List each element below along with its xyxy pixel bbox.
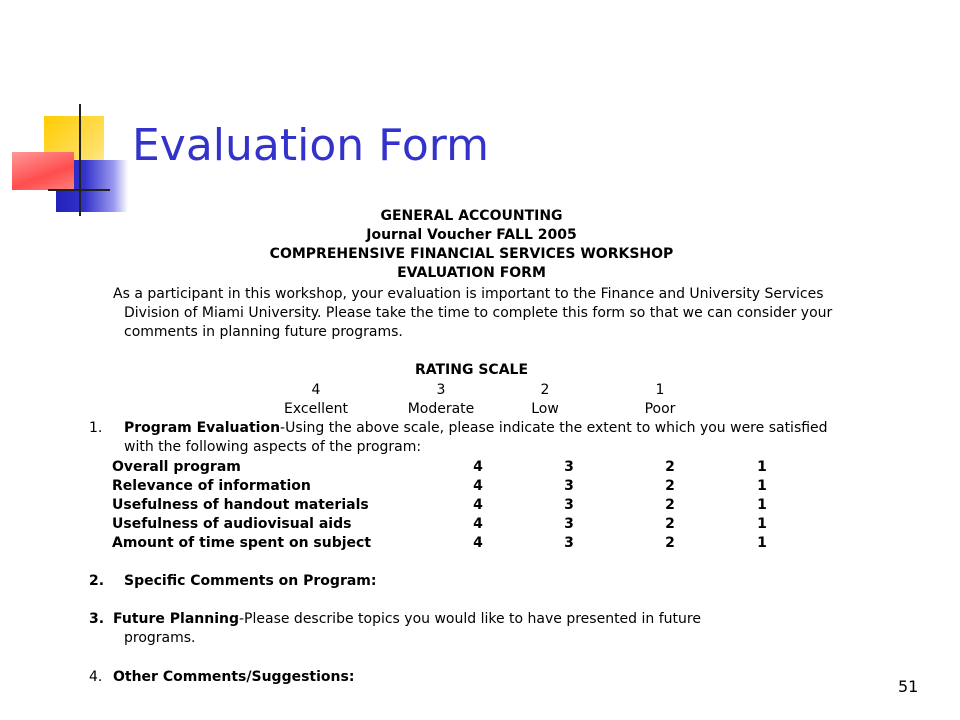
q1-item-score: 1: [757, 478, 767, 494]
intro-line-1: As a participant in this workshop, your evaluation is important to the Finance and University Services: [113, 286, 824, 302]
q1-item-score: 4: [473, 459, 483, 475]
rating-label-low: Low: [531, 401, 559, 417]
q3-text: [113, 610, 701, 629]
q1-item-score: 1: [757, 497, 767, 513]
page-number: 51: [898, 677, 919, 696]
q1-title: Program Evaluation: [124, 420, 281, 436]
intro-line-3: comments in planning future programs.: [124, 324, 403, 340]
rating-value-4: 4: [311, 382, 321, 398]
rating-label-poor: Poor: [644, 401, 676, 417]
q1-item-score: 3: [564, 535, 574, 551]
q2-number: 2.: [89, 573, 105, 589]
slide-title: Evaluation Form: [132, 120, 489, 171]
intro-line-2: Division of Miami University. Please take the time to complete this form so that we can consider your: [124, 305, 833, 321]
rating-label-excellent: Excellent: [284, 401, 348, 417]
q1-item-label: Usefulness of audiovisual aids: [112, 516, 352, 532]
q1-item-score: 2: [665, 516, 675, 532]
q4-title: Other Comments/Suggestions:: [113, 669, 355, 685]
q1-item-label: Usefulness of handout materials: [112, 497, 369, 513]
q3-number: 3.: [89, 611, 105, 627]
header-line-3: COMPREHENSIVE FINANCIAL SERVICES WORKSHOP: [269, 246, 674, 262]
rating-value-1: 1: [655, 382, 665, 398]
q1-item-score: 3: [564, 478, 574, 494]
header-line-4: EVALUATION FORM: [397, 265, 546, 281]
header-line-2: Journal Voucher FALL 2005: [366, 227, 577, 243]
q1-text: [124, 419, 828, 438]
q1-item-score: 2: [665, 478, 675, 494]
q1-text-rest: -Using the above scale, please indicate the extent to which you were satisfied: [280, 420, 828, 436]
q1-item-score: 2: [665, 459, 675, 475]
rating-value-2: 2: [540, 382, 550, 398]
q1-item-label: Overall program: [112, 459, 241, 475]
q1-item-score: 1: [757, 535, 767, 551]
header-line-1: GENERAL ACCOUNTING: [380, 208, 563, 224]
q1-item-score: 4: [473, 516, 483, 532]
q1-item-score: 4: [473, 535, 483, 551]
q3-title: Future Planning: [113, 611, 239, 627]
q3-text-rest: -Please describe topics you would like to have presented in future: [239, 611, 701, 627]
q2-title: Specific Comments on Program:: [124, 573, 377, 589]
q1-number: 1.: [89, 420, 103, 436]
q1-item-score: 3: [564, 516, 574, 532]
q1-item-score: 2: [665, 497, 675, 513]
q1-item-score: 1: [757, 459, 767, 475]
q1-text-line-2: with the following aspects of the program:: [124, 439, 422, 455]
q1-item-score: 2: [665, 535, 675, 551]
rating-label-moderate: Moderate: [407, 401, 475, 417]
q1-item-label: Amount of time spent on subject: [112, 535, 372, 551]
q1-item-score: 4: [473, 497, 483, 513]
rating-value-3: 3: [436, 382, 446, 398]
q1-item-score: 3: [564, 459, 574, 475]
rating-scale-heading: RATING SCALE: [414, 362, 529, 378]
q4-number: 4.: [89, 669, 103, 685]
q1-item-score: 4: [473, 478, 483, 494]
q1-item-score: 1: [757, 516, 767, 532]
q1-item-label: Relevance of information: [112, 478, 311, 494]
q1-item-score: 3: [564, 497, 574, 513]
q3-text-line-2: programs.: [124, 630, 196, 646]
